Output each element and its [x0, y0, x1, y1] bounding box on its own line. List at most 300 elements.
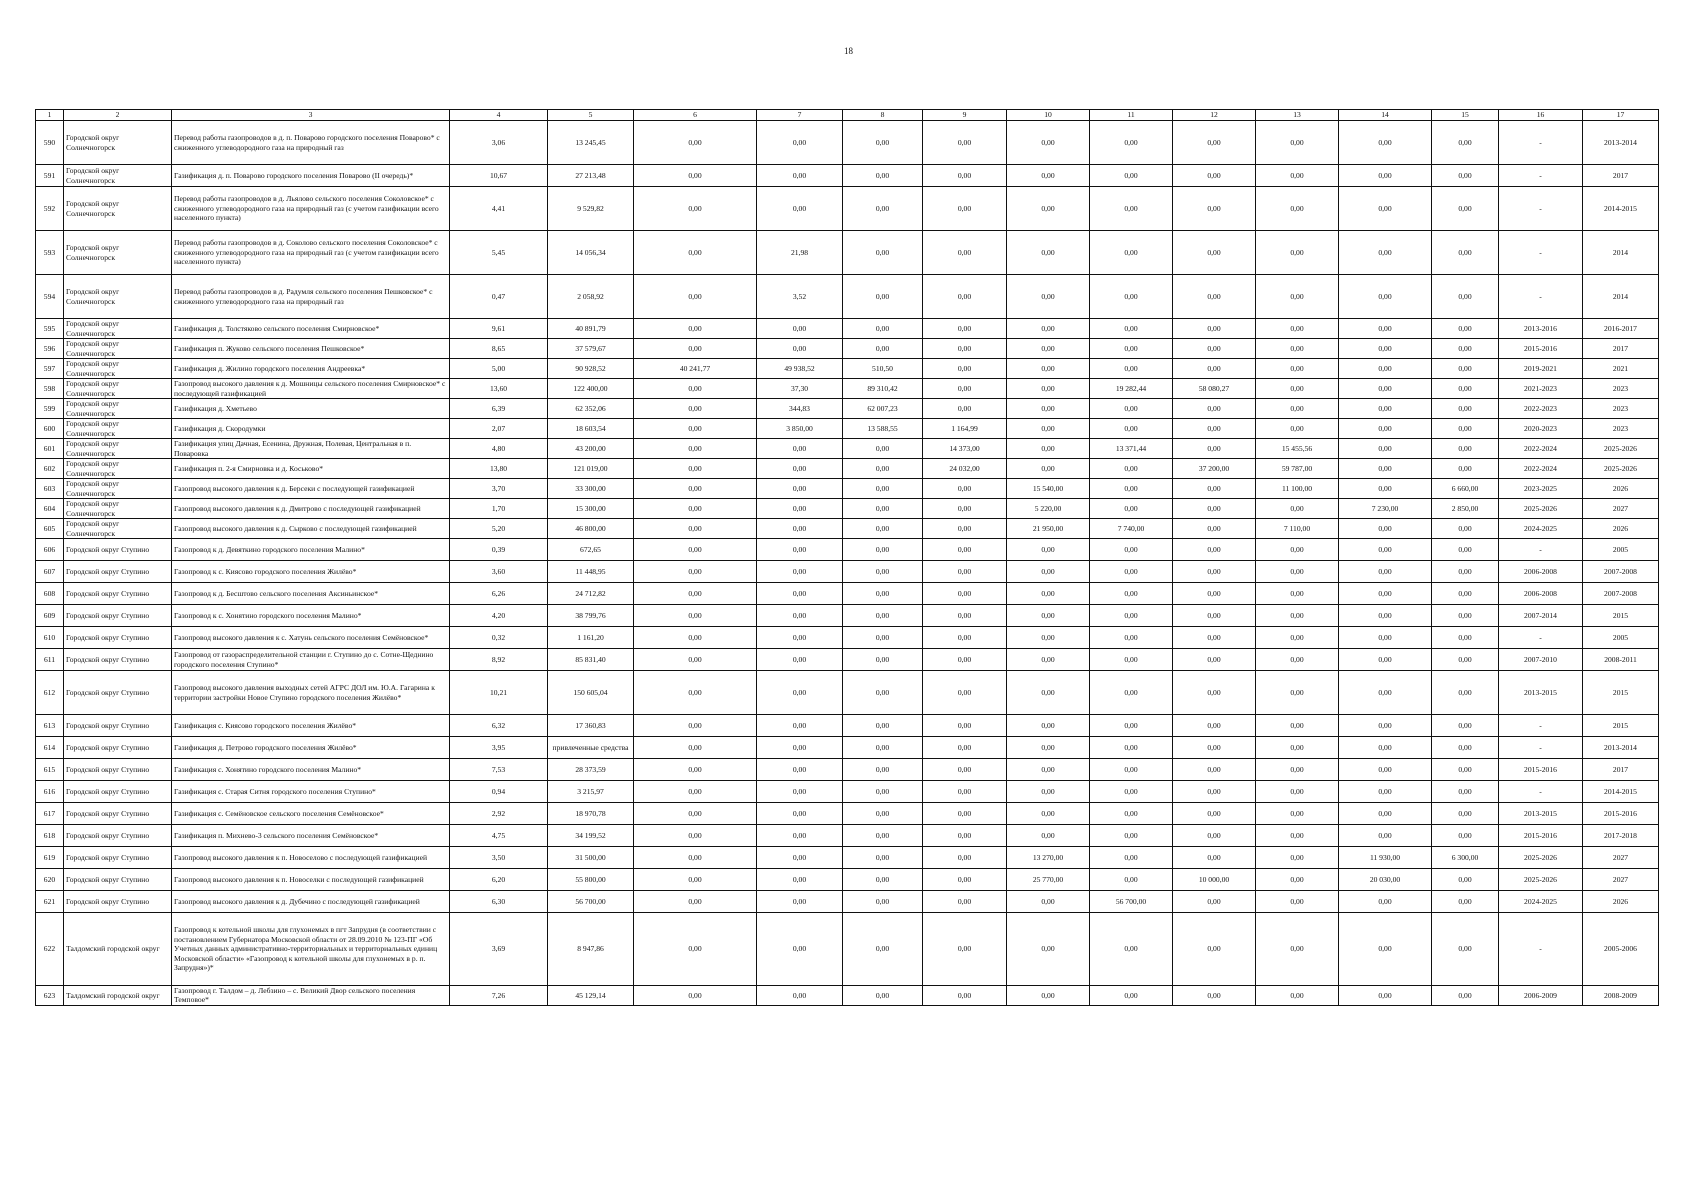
value-cell-col-5: 34 199,52 [548, 825, 634, 847]
value-cell-col-10: 0,00 [1007, 891, 1090, 913]
value-cell-col-10: 0,00 [1007, 605, 1090, 627]
value-cell-col-5: 18 603,54 [548, 419, 634, 439]
row-number-cell: 605 [36, 519, 64, 539]
value-cell-col-5: 18 970,78 [548, 803, 634, 825]
value-cell-col-13: 0,00 [1256, 561, 1339, 583]
value-cell-col-16: - [1499, 781, 1583, 803]
table-row [36, 715, 1659, 737]
value-cell-col-6: 0,00 [634, 671, 757, 715]
value-cell-col-9: 0,00 [923, 671, 1007, 715]
value-cell-col-8: 0,00 [843, 986, 923, 1006]
row-number-cell: 596 [36, 339, 64, 359]
value-cell-col-15: 0,00 [1432, 627, 1499, 649]
value-cell-col-12: 0,00 [1173, 339, 1256, 359]
row-number-cell: 617 [36, 803, 64, 825]
value-cell-col-12: 0,00 [1173, 231, 1256, 275]
value-cell-col-17: 2027 [1583, 499, 1659, 519]
value-cell-col-8: 0,00 [843, 759, 923, 781]
table-row [36, 359, 1659, 379]
value-cell-col-8: 0,00 [843, 165, 923, 187]
value-cell-col-11: 0,00 [1090, 561, 1173, 583]
value-cell-col-6: 0,00 [634, 803, 757, 825]
row-number-cell: 591 [36, 165, 64, 187]
value-cell-col-11: 0,00 [1090, 737, 1173, 759]
value-cell-col-5: 27 213,48 [548, 165, 634, 187]
region-cell: Городской округ Солнечногорск [64, 399, 172, 419]
region-cell: Городской округ Солнечногорск [64, 439, 172, 459]
value-cell-col-6: 40 241,77 [634, 359, 757, 379]
value-cell-col-9: 1 164,99 [923, 419, 1007, 439]
table-row [36, 231, 1659, 275]
object-description-cell: Газопровод высокого давления к д. Дубечино с последующей газификацией [172, 891, 450, 913]
region-cell: Городской округ Солнечногорск [64, 187, 172, 231]
value-cell-col-16: - [1499, 913, 1583, 986]
object-description-cell: Газификация с. Хонятино городского поселения Малино* [172, 759, 450, 781]
value-cell-col-13: 0,00 [1256, 275, 1339, 319]
value-cell-col-17: 2013-2014 [1583, 121, 1659, 165]
value-cell-col-14: 11 930,00 [1339, 847, 1432, 869]
value-cell-col-7: 0,00 [757, 781, 843, 803]
value-cell-col-9: 0,00 [923, 759, 1007, 781]
value-cell-col-8: 0,00 [843, 715, 923, 737]
row-number-cell: 620 [36, 869, 64, 891]
table-row [36, 649, 1659, 671]
value-cell-col-13: 0,00 [1256, 231, 1339, 275]
value-cell-col-14: 0,00 [1339, 231, 1432, 275]
value-cell-col-11: 0,00 [1090, 231, 1173, 275]
value-cell-col-15: 0,00 [1432, 459, 1499, 479]
value-cell-col-10: 0,00 [1007, 459, 1090, 479]
value-cell-col-11: 0,00 [1090, 339, 1173, 359]
value-cell-col-4: 6,26 [450, 583, 548, 605]
value-cell-col-7: 0,00 [757, 759, 843, 781]
value-cell-col-15: 0,00 [1432, 419, 1499, 439]
table-row [36, 275, 1659, 319]
value-cell-col-13: 0,00 [1256, 825, 1339, 847]
value-cell-col-9: 0,00 [923, 561, 1007, 583]
value-cell-col-14: 0,00 [1339, 121, 1432, 165]
object-description-cell: Газификация д. Толстяково сельского поселения Смирновское* [172, 319, 450, 339]
value-cell-col-6: 0,00 [634, 737, 757, 759]
value-cell-col-11: 0,00 [1090, 649, 1173, 671]
object-description-cell: Газопровод высокого давления выходных сетей АГРС ДОЛ им. Ю.А. Гагарина к территории застройки Новое Ступино городского поселения Жилёво* [172, 671, 450, 715]
value-cell-col-4: 2,07 [450, 419, 548, 439]
region-cell: Городской округ Ступино [64, 627, 172, 649]
object-description-cell: Перевод работы газопроводов в д. Радумля сельского поселения Пешковское* с сжиженного углеводородного газа на природный газ [172, 275, 450, 319]
table-row [36, 319, 1659, 339]
region-cell: Городской округ Солнечногорск [64, 339, 172, 359]
value-cell-col-16: 2013-2015 [1499, 671, 1583, 715]
column-header: 5 [548, 110, 634, 121]
value-cell-col-14: 0,00 [1339, 627, 1432, 649]
value-cell-col-5: 55 800,00 [548, 869, 634, 891]
region-cell: Городской округ Ступино [64, 803, 172, 825]
value-cell-col-10: 0,00 [1007, 737, 1090, 759]
column-header: 15 [1432, 110, 1499, 121]
value-cell-col-6: 0,00 [634, 187, 757, 231]
value-cell-col-11: 0,00 [1090, 319, 1173, 339]
object-description-cell: Перевод работы газопроводов в д. п. Поварово городского поселения Поварово* с сжиженного углеводородного газа на природный газ [172, 121, 450, 165]
value-cell-col-10: 0,00 [1007, 319, 1090, 339]
value-cell-col-4: 10,67 [450, 165, 548, 187]
row-number-cell: 602 [36, 459, 64, 479]
table-row [36, 737, 1659, 759]
value-cell-col-4: 0,32 [450, 627, 548, 649]
object-description-cell: Газификация д. п. Поварово городского поселения Поварово (II очередь)* [172, 165, 450, 187]
value-cell-col-12: 0,00 [1173, 359, 1256, 379]
value-cell-col-4: 0,94 [450, 781, 548, 803]
value-cell-col-13: 11 100,00 [1256, 479, 1339, 499]
value-cell-col-10: 0,00 [1007, 759, 1090, 781]
value-cell-col-13: 0,00 [1256, 399, 1339, 419]
value-cell-col-8: 89 310,42 [843, 379, 923, 399]
value-cell-col-9: 0,00 [923, 605, 1007, 627]
value-cell-col-16: 2015-2016 [1499, 759, 1583, 781]
value-cell-col-6: 0,00 [634, 479, 757, 499]
value-cell-col-13: 0,00 [1256, 737, 1339, 759]
value-cell-col-11: 0,00 [1090, 715, 1173, 737]
region-cell: Городской округ Солнечногорск [64, 419, 172, 439]
region-cell: Городской округ Ступино [64, 891, 172, 913]
value-cell-col-12: 0,00 [1173, 605, 1256, 627]
object-description-cell: Газопровод высокого давления к п. Новоселки с последующей газификацией [172, 869, 450, 891]
value-cell-col-6: 0,00 [634, 231, 757, 275]
value-cell-col-6: 0,00 [634, 759, 757, 781]
value-cell-col-10: 0,00 [1007, 715, 1090, 737]
row-number-cell: 594 [36, 275, 64, 319]
value-cell-col-14: 0,00 [1339, 379, 1432, 399]
value-cell-col-16: 2025-2026 [1499, 847, 1583, 869]
value-cell-col-4: 3,60 [450, 561, 548, 583]
region-cell: Городской округ Солнечногорск [64, 499, 172, 519]
value-cell-col-5: 121 019,00 [548, 459, 634, 479]
value-cell-col-6: 0,00 [634, 419, 757, 439]
value-cell-col-9: 0,00 [923, 649, 1007, 671]
value-cell-col-10: 21 950,00 [1007, 519, 1090, 539]
value-cell-col-11: 0,00 [1090, 399, 1173, 419]
value-cell-col-10: 0,00 [1007, 187, 1090, 231]
value-cell-col-17: 2005-2006 [1583, 913, 1659, 986]
value-cell-col-17: 2027 [1583, 847, 1659, 869]
value-cell-col-8: 0,00 [843, 519, 923, 539]
value-cell-col-14: 0,00 [1339, 825, 1432, 847]
value-cell-col-14: 0,00 [1339, 519, 1432, 539]
value-cell-col-6: 0,00 [634, 715, 757, 737]
value-cell-col-9: 0,00 [923, 479, 1007, 499]
value-cell-col-13: 0,00 [1256, 605, 1339, 627]
value-cell-col-8: 0,00 [843, 187, 923, 231]
value-cell-col-12: 0,00 [1173, 519, 1256, 539]
value-cell-col-9: 0,00 [923, 737, 1007, 759]
value-cell-col-15: 0,00 [1432, 519, 1499, 539]
value-cell-col-9: 0,00 [923, 519, 1007, 539]
value-cell-col-7: 0,00 [757, 825, 843, 847]
value-cell-col-16: 2024-2025 [1499, 891, 1583, 913]
value-cell-col-16: - [1499, 121, 1583, 165]
row-number-cell: 595 [36, 319, 64, 339]
value-cell-col-5: 150 605,04 [548, 671, 634, 715]
value-cell-col-15: 0,00 [1432, 187, 1499, 231]
value-cell-col-9: 14 373,00 [923, 439, 1007, 459]
value-cell-col-8: 0,00 [843, 583, 923, 605]
value-cell-col-17: 2023 [1583, 419, 1659, 439]
value-cell-col-5: 122 400,00 [548, 379, 634, 399]
value-cell-col-4: 6,39 [450, 399, 548, 419]
value-cell-col-15: 0,00 [1432, 605, 1499, 627]
value-cell-col-5: 24 712,82 [548, 583, 634, 605]
value-cell-col-9: 0,00 [923, 781, 1007, 803]
value-cell-col-16: 2013-2015 [1499, 803, 1583, 825]
value-cell-col-14: 0,00 [1339, 479, 1432, 499]
table-row [36, 671, 1659, 715]
row-number-cell: 614 [36, 737, 64, 759]
table-row [36, 781, 1659, 803]
value-cell-col-4: 0,47 [450, 275, 548, 319]
table-row [36, 499, 1659, 519]
gasification-table [35, 109, 1659, 1006]
row-number-cell: 609 [36, 605, 64, 627]
value-cell-col-15: 0,00 [1432, 165, 1499, 187]
value-cell-col-17: 2014 [1583, 275, 1659, 319]
value-cell-col-5: 90 928,52 [548, 359, 634, 379]
value-cell-col-5: 56 700,00 [548, 891, 634, 913]
value-cell-col-11: 7 740,00 [1090, 519, 1173, 539]
column-header: 13 [1256, 110, 1339, 121]
row-number-cell: 622 [36, 913, 64, 986]
value-cell-col-7: 0,00 [757, 986, 843, 1006]
value-cell-col-16: 2025-2026 [1499, 499, 1583, 519]
row-number-cell: 610 [36, 627, 64, 649]
row-number-cell: 598 [36, 379, 64, 399]
value-cell-col-11: 19 282,44 [1090, 379, 1173, 399]
value-cell-col-16: - [1499, 737, 1583, 759]
row-number-cell: 612 [36, 671, 64, 715]
value-cell-col-17: 2021 [1583, 359, 1659, 379]
value-cell-col-11: 0,00 [1090, 869, 1173, 891]
value-cell-col-12: 0,00 [1173, 319, 1256, 339]
object-description-cell: Газопровод г. Талдом – д. Лебзино – с. Великий Двор сельского поселения Темповое* [172, 986, 450, 1006]
value-cell-col-14: 0,00 [1339, 605, 1432, 627]
value-cell-col-11: 0,00 [1090, 459, 1173, 479]
value-cell-col-9: 0,00 [923, 165, 1007, 187]
object-description-cell: Газификация д. Хметьево [172, 399, 450, 419]
table-row [36, 459, 1659, 479]
value-cell-col-14: 0,00 [1339, 419, 1432, 439]
value-cell-col-7: 49 938,52 [757, 359, 843, 379]
value-cell-col-12: 58 080,27 [1173, 379, 1256, 399]
value-cell-col-4: 7,26 [450, 986, 548, 1006]
value-cell-col-15: 0,00 [1432, 715, 1499, 737]
value-cell-col-14: 0,00 [1339, 759, 1432, 781]
value-cell-col-4: 6,20 [450, 869, 548, 891]
value-cell-col-8: 0,00 [843, 671, 923, 715]
value-cell-col-17: 2026 [1583, 891, 1659, 913]
value-cell-col-6: 0,00 [634, 781, 757, 803]
column-header: 12 [1173, 110, 1256, 121]
value-cell-col-13: 0,00 [1256, 715, 1339, 737]
value-cell-col-8: 0,00 [843, 539, 923, 561]
table-row [36, 419, 1659, 439]
row-number-cell: 621 [36, 891, 64, 913]
value-cell-col-6: 0,00 [634, 649, 757, 671]
object-description-cell: Газопровод высокого давления к д. Сырково с последующей газификацией [172, 519, 450, 539]
value-cell-col-17: 2017 [1583, 339, 1659, 359]
object-description-cell: Газификация с. Семёновское сельского поселения Семёновское* [172, 803, 450, 825]
value-cell-col-16: 2019-2021 [1499, 359, 1583, 379]
value-cell-col-16: - [1499, 715, 1583, 737]
value-cell-col-12: 0,00 [1173, 561, 1256, 583]
value-cell-col-17: 2015 [1583, 605, 1659, 627]
value-cell-col-15: 0,00 [1432, 359, 1499, 379]
table-row [36, 165, 1659, 187]
value-cell-col-11: 56 700,00 [1090, 891, 1173, 913]
region-cell: Городской округ Солнечногорск [64, 275, 172, 319]
value-cell-col-17: 2023 [1583, 379, 1659, 399]
value-cell-col-8: 0,00 [843, 869, 923, 891]
value-cell-col-8: 0,00 [843, 231, 923, 275]
value-cell-col-17: 2007-2008 [1583, 561, 1659, 583]
value-cell-col-5: 45 129,14 [548, 986, 634, 1006]
value-cell-col-8: 0,00 [843, 499, 923, 519]
value-cell-col-16: 2006-2008 [1499, 583, 1583, 605]
value-cell-col-15: 0,00 [1432, 825, 1499, 847]
value-cell-col-4: 4,20 [450, 605, 548, 627]
value-cell-col-17: 2017 [1583, 759, 1659, 781]
region-cell: Городской округ Солнечногорск [64, 479, 172, 499]
object-description-cell: Газопровод высокого давления к д. Дмитрово с последующей газификацией [172, 499, 450, 519]
value-cell-col-13: 59 787,00 [1256, 459, 1339, 479]
value-cell-col-11: 0,00 [1090, 539, 1173, 561]
value-cell-col-4: 13,80 [450, 459, 548, 479]
value-cell-col-14: 0,00 [1339, 671, 1432, 715]
value-cell-col-4: 4,80 [450, 439, 548, 459]
region-cell: Городской округ Ступино [64, 561, 172, 583]
value-cell-col-8: 0,00 [843, 275, 923, 319]
value-cell-col-6: 0,00 [634, 825, 757, 847]
value-cell-col-14: 0,00 [1339, 913, 1432, 986]
value-cell-col-11: 0,00 [1090, 671, 1173, 715]
value-cell-col-11: 0,00 [1090, 847, 1173, 869]
value-cell-col-10: 0,00 [1007, 825, 1090, 847]
value-cell-col-8: 0,00 [843, 847, 923, 869]
row-number-cell: 608 [36, 583, 64, 605]
table-row [36, 479, 1659, 499]
object-description-cell: Газопровод к д. Бесштово сельского поселения Аксиньинское* [172, 583, 450, 605]
value-cell-col-17: 2013-2014 [1583, 737, 1659, 759]
value-cell-col-4: 3,70 [450, 479, 548, 499]
region-cell: Городской округ Ступино [64, 605, 172, 627]
table-row [36, 121, 1659, 165]
row-number-cell: 613 [36, 715, 64, 737]
value-cell-col-6: 0,00 [634, 986, 757, 1006]
value-cell-col-15: 0,00 [1432, 231, 1499, 275]
region-cell: Городской округ Ступино [64, 715, 172, 737]
value-cell-col-13: 0,00 [1256, 379, 1339, 399]
value-cell-col-10: 0,00 [1007, 165, 1090, 187]
value-cell-col-10: 25 770,00 [1007, 869, 1090, 891]
value-cell-col-11: 0,00 [1090, 759, 1173, 781]
value-cell-col-17: 2014-2015 [1583, 187, 1659, 231]
value-cell-col-12: 0,00 [1173, 715, 1256, 737]
value-cell-col-11: 0,00 [1090, 121, 1173, 165]
value-cell-col-7: 0,00 [757, 715, 843, 737]
table-row [36, 627, 1659, 649]
value-cell-col-7: 37,30 [757, 379, 843, 399]
value-cell-col-12: 0,00 [1173, 986, 1256, 1006]
value-cell-col-15: 0,00 [1432, 781, 1499, 803]
value-cell-col-16: 2015-2016 [1499, 339, 1583, 359]
value-cell-col-12: 0,00 [1173, 399, 1256, 419]
value-cell-col-10: 0,00 [1007, 231, 1090, 275]
value-cell-col-7: 0,00 [757, 339, 843, 359]
value-cell-col-8: 0,00 [843, 803, 923, 825]
value-cell-col-7: 0,00 [757, 583, 843, 605]
object-description-cell: Газификация д. Петрово городского поселения Жилёво* [172, 737, 450, 759]
value-cell-col-6: 0,00 [634, 399, 757, 419]
row-number-cell: 597 [36, 359, 64, 379]
value-cell-col-6: 0,00 [634, 439, 757, 459]
value-cell-col-16: 2007-2014 [1499, 605, 1583, 627]
value-cell-col-17: 2015 [1583, 671, 1659, 715]
value-cell-col-7: 3,52 [757, 275, 843, 319]
column-header: 11 [1090, 110, 1173, 121]
value-cell-col-7: 0,00 [757, 649, 843, 671]
value-cell-col-6: 0,00 [634, 561, 757, 583]
region-cell: Городской округ Ступино [64, 847, 172, 869]
value-cell-col-16: 2021-2023 [1499, 379, 1583, 399]
value-cell-col-10: 5 220,00 [1007, 499, 1090, 519]
value-cell-col-10: 0,00 [1007, 419, 1090, 439]
value-cell-col-10: 0,00 [1007, 803, 1090, 825]
value-cell-col-9: 0,00 [923, 121, 1007, 165]
value-cell-col-5: 9 529,82 [548, 187, 634, 231]
column-header: 9 [923, 110, 1007, 121]
value-cell-col-17: 2017-2018 [1583, 825, 1659, 847]
value-cell-col-16: 2007-2010 [1499, 649, 1583, 671]
value-cell-col-5: 3 215,97 [548, 781, 634, 803]
value-cell-col-12: 0,00 [1173, 479, 1256, 499]
value-cell-col-7: 0,00 [757, 561, 843, 583]
region-cell: Городской округ Солнечногорск [64, 165, 172, 187]
value-cell-col-10: 0,00 [1007, 986, 1090, 1006]
value-cell-col-10: 0,00 [1007, 359, 1090, 379]
row-number-cell: 590 [36, 121, 64, 165]
object-description-cell: Перевод работы газопроводов в д. Льялово сельского поселения Соколовское* с сжиженного углеводородного газа на природный газ (с учетом газификации всего населенного пункта) [172, 187, 450, 231]
value-cell-col-6: 0,00 [634, 539, 757, 561]
value-cell-col-17: 2015-2016 [1583, 803, 1659, 825]
value-cell-col-17: 2025-2026 [1583, 459, 1659, 479]
value-cell-col-15: 0,00 [1432, 649, 1499, 671]
value-cell-col-11: 0,00 [1090, 275, 1173, 319]
value-cell-col-15: 0,00 [1432, 803, 1499, 825]
value-cell-col-4: 6,32 [450, 715, 548, 737]
value-cell-col-9: 0,00 [923, 499, 1007, 519]
value-cell-col-6: 0,00 [634, 869, 757, 891]
value-cell-col-14: 0,00 [1339, 165, 1432, 187]
value-cell-col-14: 0,00 [1339, 781, 1432, 803]
row-number-cell: 600 [36, 419, 64, 439]
value-cell-col-17: 2017 [1583, 165, 1659, 187]
value-cell-col-6: 0,00 [634, 605, 757, 627]
value-cell-col-5: 40 891,79 [548, 319, 634, 339]
value-cell-col-16: 2006-2008 [1499, 561, 1583, 583]
value-cell-col-17: 2015 [1583, 715, 1659, 737]
value-cell-col-14: 20 030,00 [1339, 869, 1432, 891]
value-cell-col-4: 3,50 [450, 847, 548, 869]
value-cell-col-13: 0,00 [1256, 359, 1339, 379]
value-cell-col-13: 0,00 [1256, 499, 1339, 519]
value-cell-col-12: 0,00 [1173, 187, 1256, 231]
